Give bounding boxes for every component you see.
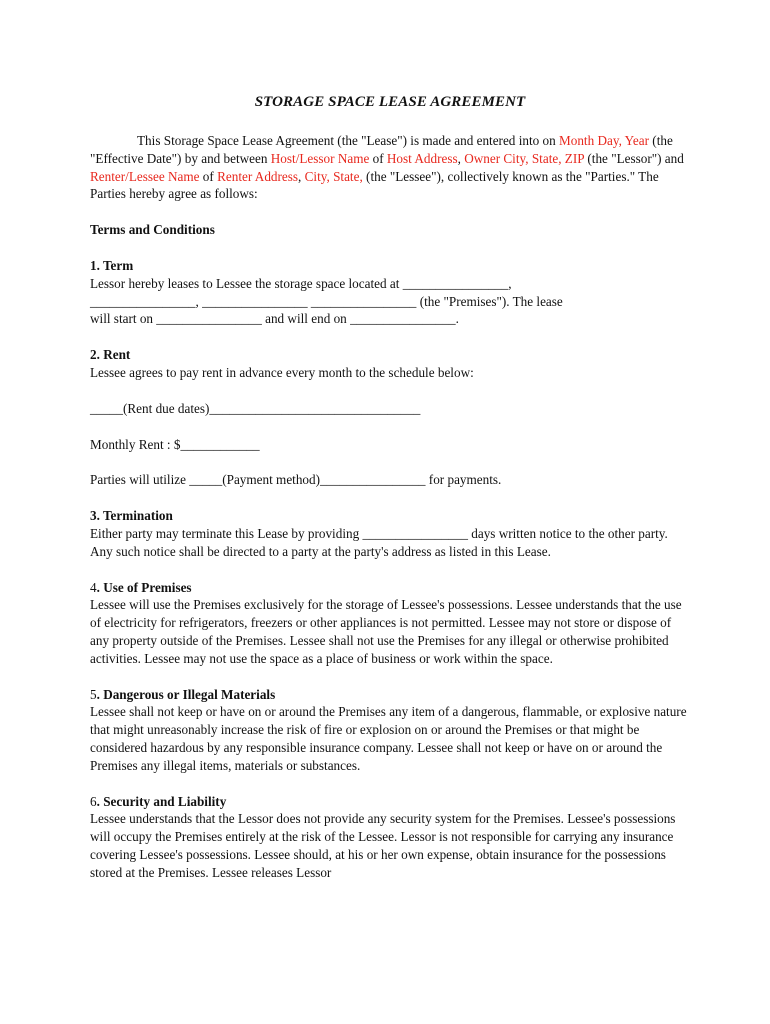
intro-paragraph bbox=[90, 132, 690, 203]
termination-heading: 3. Termination bbox=[90, 508, 173, 524]
termination-body: Either party may terminate this Lease by providing ________________ days written notice to the other party. Any such notice shall be directed to a party at the party's address as listed in this Lease. bbox=[90, 525, 668, 559]
use-body: Lessee will use the Premises exclusively for the storage of Lessee's possessions. Lessee understands that the use of electricity for refrigerators, freezers or other appliances is not permitted. Lessee may not store or dispose of any property outside of the Premises. Lessee shall not use the Premises for any illegal or otherwise prohibited activities. Lessee may not use the space as a place of business or work within the space. bbox=[90, 597, 682, 666]
rent-heading: 2. Rent bbox=[90, 347, 131, 363]
intro-text-7: , bbox=[298, 168, 305, 184]
intro-text-6: of bbox=[199, 168, 218, 184]
field-owner-city-state-zip: Owner City, State, ZIP bbox=[464, 150, 585, 166]
field-host-address: Host Address bbox=[386, 150, 458, 166]
intro-text-8: (the "Lessee"), collectively known as the "Parties." The Parties hereby agree as follows: bbox=[90, 168, 659, 202]
terms-heading: Terms and Conditions bbox=[90, 222, 215, 238]
term-line-1: Lessor hereby leases to Lessee the storage space located at ________________, bbox=[90, 275, 512, 291]
use-heading-line bbox=[90, 579, 690, 597]
section-dangerous-materials bbox=[90, 686, 690, 775]
dangerous-heading: . Dangerous or Illegal Materials bbox=[96, 686, 276, 702]
section-termination bbox=[90, 507, 690, 560]
field-renter-address: Renter Address bbox=[217, 168, 299, 184]
dangerous-body: Lessee shall not keep or have on or around the Premises any item of a dangerous, flammable, or explosive nature that might unreasonably increase the risk of fire or explosion on or around the Premises or that might be considered hazardous by any responsible insurance company. Lessee shall not keep or have on or around the Premises any illegal items, materials or substances. bbox=[90, 704, 687, 773]
dangerous-number: 5 bbox=[90, 686, 97, 702]
field-host-name: Host/Lessor Name bbox=[270, 150, 370, 166]
rent-due-dates: _____(Rent due dates)________________________________ bbox=[90, 400, 421, 416]
use-number: 4 bbox=[90, 579, 97, 595]
document-title: STORAGE SPACE LEASE AGREEMENT bbox=[254, 94, 526, 110]
security-heading: . Security and Liability bbox=[96, 793, 227, 809]
field-renter-city-state: City, State, bbox=[304, 168, 363, 184]
intro-text-5: (the "Lessor") and bbox=[584, 150, 684, 166]
section-rent bbox=[90, 346, 690, 489]
use-heading: . Use of Premises bbox=[96, 579, 192, 595]
section-security-liability bbox=[90, 793, 690, 882]
security-heading-line bbox=[90, 793, 690, 811]
intro-text-4: , bbox=[457, 150, 465, 166]
security-number: 6 bbox=[90, 793, 97, 809]
term-line-2: ________________, ________________ ________________ (the "Premises"). The lease bbox=[90, 293, 563, 309]
rent-payment-method: Parties will utilize _____(Payment method)________________ for payments. bbox=[90, 472, 502, 488]
term-line-3: will start on ________________ and will end on ________________. bbox=[90, 311, 459, 327]
field-effective-date: Month Day, Year bbox=[559, 133, 649, 148]
security-body: Lessee understands that the Lessor does not provide any security system for the Premises. Lessee's possessions will occupy the Premises entirely at the risk of the Lessee. Lessor is not responsible for carrying any insurance covering Lessee's possessions. Lessee should, at his or her own expense, obtain insurance for the possessions stored at the Premises. Lessee releases Lessor bbox=[90, 811, 676, 880]
intro-text-3: of bbox=[369, 150, 387, 166]
field-renter-name: Renter/Lessee Name bbox=[90, 168, 200, 184]
section-term bbox=[90, 257, 690, 328]
document-body bbox=[90, 92, 690, 882]
dangerous-heading-line bbox=[90, 686, 690, 704]
term-heading: 1. Term bbox=[90, 257, 134, 273]
intro-text-1: This Storage Space Lease Agreement (the "Lease") is made and entered into on bbox=[137, 133, 559, 148]
rent-monthly: Monthly Rent : $____________ bbox=[90, 436, 260, 452]
section-use-of-premises bbox=[90, 579, 690, 668]
intro-text-2: (the "Effective Date") by and between bbox=[90, 133, 673, 166]
rent-intro: Lessee agrees to pay rent in advance every month to the schedule below: bbox=[90, 364, 474, 380]
